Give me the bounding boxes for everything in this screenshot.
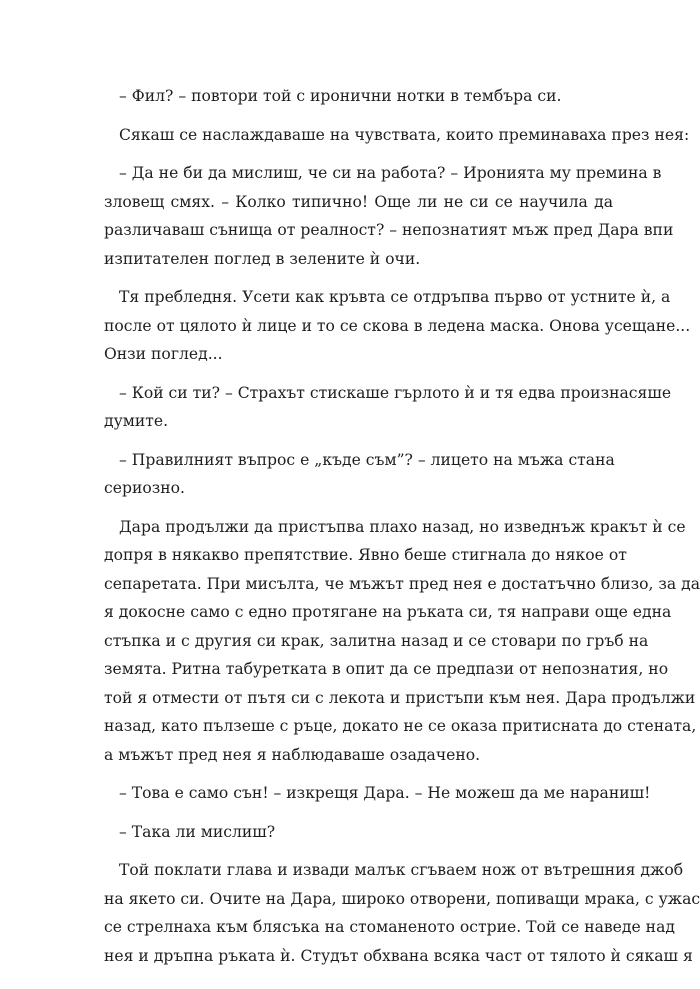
- text-line: а мъжът пред нея я наблюдаваше озадачено.: [104, 745, 481, 764]
- text-line: стъпка и с другия си крак, залитна назад и се стовари по гръб на: [104, 631, 649, 650]
- text-line: се стрелнаха към блясъка на стоманеното острие. Той се наведе над: [104, 918, 675, 936]
- text-line: допря в някакво препятствие. Явно беше стигнала до някое от: [104, 546, 627, 564]
- text-line: сериозно.: [104, 479, 185, 497]
- text-line: – Това е само сън! – изкрещя Дара. – Не можеш да ме нараниш!: [119, 784, 651, 802]
- text-line: зловещ смях. – Колко типично! Още ли не си се научила да: [104, 192, 613, 211]
- paragraph: [90, 82, 613, 111]
- paragraph: [90, 818, 613, 847]
- text-line: – Така ли мислиш?: [119, 822, 276, 841]
- text-line: я докосне само с едно протягане на ръката си, тя направи още една: [104, 603, 672, 621]
- text-line: сепаретата. При мисълта, че мъжът пред нея е достатъчно близо, за да: [104, 574, 700, 593]
- text-line: той я отмести от пътя си с лекота и пристъпи към нея. Дара продължи: [104, 688, 696, 707]
- paragraph: [90, 779, 651, 808]
- text-line: Дара продължи да пристъпва плахо назад, но изведнъж кракът ѝ се: [119, 517, 686, 536]
- text-line: земята. Ритна табуретката в опит да се предпази от непознатия, но: [104, 660, 669, 678]
- text-line: различаваш сънища от реалност? – непознатият мъж пред Дара впи: [104, 221, 674, 239]
- text-line: изпитателен поглед в зелените ѝ очи.: [104, 249, 421, 268]
- paragraph: [90, 283, 691, 369]
- paragraph: [90, 446, 613, 503]
- text-line: – Да не би да мислиш, че си на работа? – Иронията му премина в: [119, 164, 662, 182]
- text-line: – Фил? – повтори той с иронични нотки в тембъра си.: [119, 87, 562, 105]
- text-line: – Правилният въпрос е „къде съм”? – лицето на мъжа стана: [119, 450, 615, 469]
- paragraph: [90, 379, 672, 436]
- text-line: нея и дръпна ръката ѝ. Студът обхвана всяка част от тялото ѝ сякаш я: [104, 946, 693, 965]
- paragraph: [90, 121, 690, 150]
- text-line: на якето си. Очите на Дара, широко отворени, попиващи мрака, с ужас: [104, 889, 700, 908]
- paragraph: [90, 159, 674, 273]
- text-line: Тя пребледня. Усети как кръвта се отдръпва първо от устните ѝ, а: [119, 288, 671, 306]
- text-line: – Кой си ти? – Страхът стискаше гърлото ѝ и тя едва произнасяше: [119, 383, 672, 402]
- text-line: назад, като пълзеше с ръце, докато не се оказа притисната до стената,: [104, 717, 697, 735]
- text-line: Онзи поглед...: [104, 345, 223, 363]
- text-line: думите.: [104, 412, 169, 430]
- paragraph: [90, 856, 700, 970]
- paragraph: [90, 513, 700, 770]
- text-line: после от цялото ѝ лице и то се скова в ледена маска. Онова усещане...: [104, 316, 691, 335]
- text-line: Той поклати глава и извади малък сгъваем нож от вътрешния джоб: [119, 861, 684, 879]
- text-line: Сякаш се наслаждаваше на чувствата, които преминаваха през нея:: [119, 125, 690, 144]
- body-text: [90, 82, 700, 980]
